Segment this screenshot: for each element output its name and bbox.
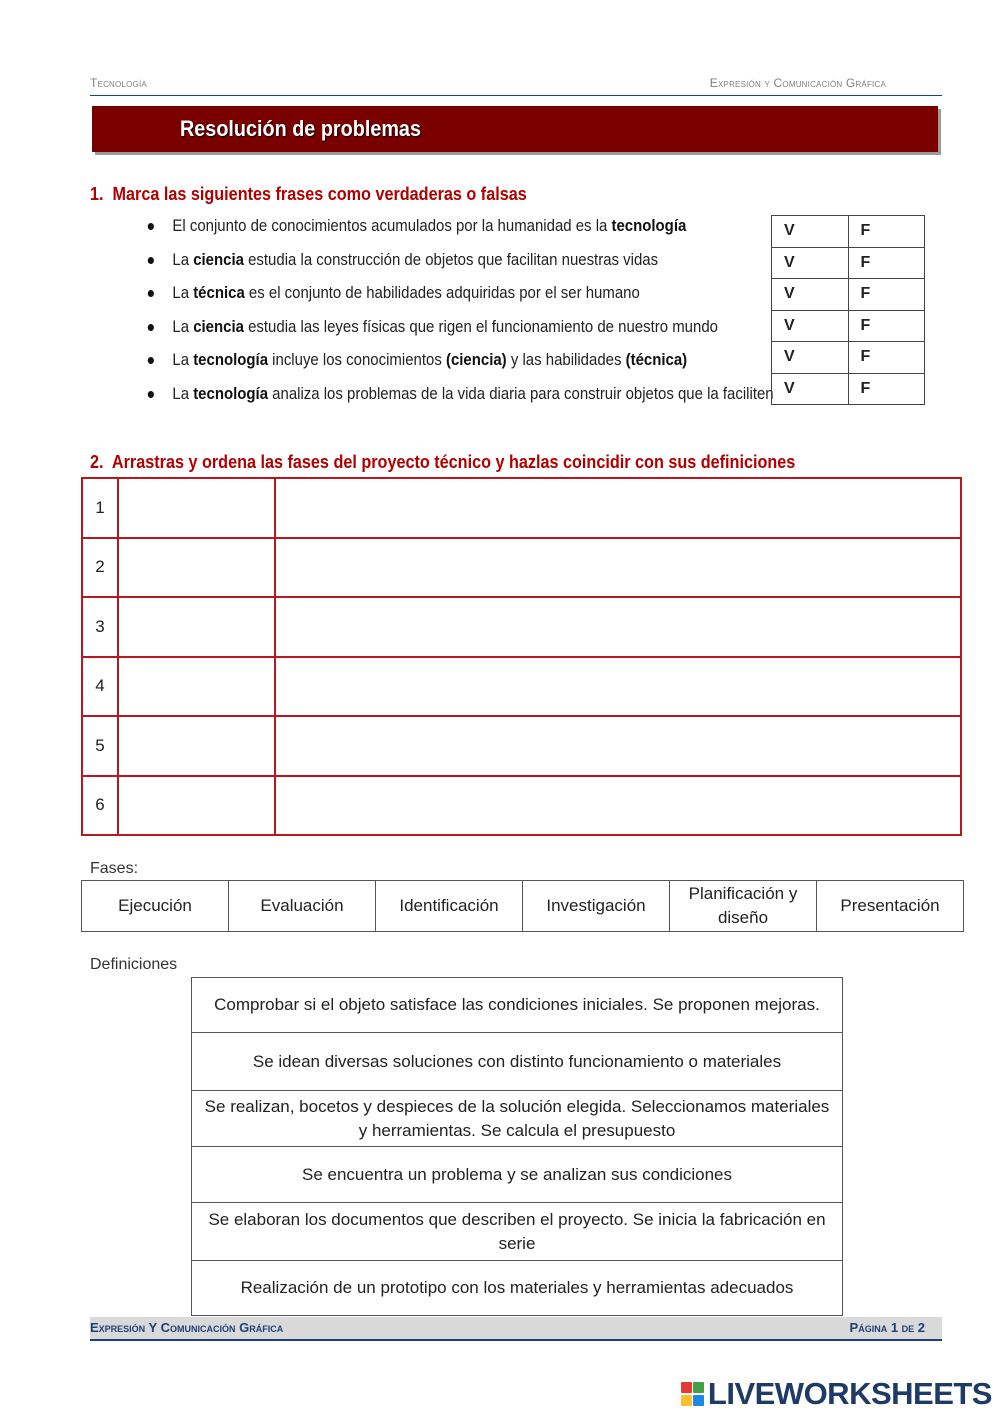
question-1-heading (90, 184, 527, 205)
statement-keyword: (ciencia) (445, 350, 507, 369)
definition-drop-zone[interactable] (275, 776, 961, 836)
header-course: Expresión y Comunicación Gráfica (709, 76, 886, 90)
statement-list (146, 212, 774, 413)
brand-icon-square (681, 1395, 692, 1406)
phase-drop-zone[interactable] (118, 776, 275, 836)
definition-card[interactable]: Se idean diversas soluciones con distinto funcionamiento o materiales (192, 1033, 843, 1091)
statement-text: estudia las leyes físicas que rigen el funcionamiento de nuestro mundo (243, 316, 718, 336)
true-false-row (772, 310, 925, 342)
ordering-row (82, 538, 961, 598)
ordering-row (82, 478, 961, 538)
phase-card[interactable]: Investigación (523, 881, 670, 932)
false-option[interactable]: F (848, 310, 925, 342)
phase-card[interactable]: Evaluación (229, 881, 376, 932)
statement-text: La (172, 283, 194, 302)
ordering-row (82, 716, 961, 776)
brand-text: LIVEWORKSHEETS (707, 1376, 992, 1411)
false-option[interactable]: F (848, 216, 925, 248)
definitions-label: Definiciones (90, 956, 178, 973)
footer-page-number: Página 1 de 2 (849, 1320, 925, 1335)
definition-card[interactable]: Se encuentra un problema y se analizan sus condiciones (192, 1147, 843, 1203)
brand-icon-square (693, 1395, 704, 1406)
true-false-row (772, 342, 925, 374)
statement-keyword: técnica (193, 283, 245, 302)
statement-text: La (172, 350, 194, 369)
definition-row (192, 1203, 843, 1261)
liveworksheets-icon (681, 1382, 705, 1406)
phase-card[interactable]: Planificación y diseño (670, 881, 817, 932)
definition-card[interactable]: Se elaboran los documentos que describen el proyecto. Se inicia la fabricación en serie (192, 1203, 843, 1261)
false-option[interactable]: F (848, 373, 925, 405)
header-subject: Tecnología (90, 76, 147, 90)
phase-drop-zone[interactable] (118, 538, 275, 598)
statement-text: es el conjunto de habilidades adquiridas por el ser humano (244, 283, 640, 302)
statement-text: La (172, 249, 194, 269)
row-number: 3 (82, 597, 118, 657)
true-false-grid (771, 215, 925, 405)
definition-row (192, 978, 843, 1033)
true-false-row (772, 279, 925, 311)
definition-drop-zone[interactable] (275, 538, 961, 598)
statement-item (146, 279, 780, 307)
definition-drop-zone[interactable] (275, 716, 961, 776)
definition-row (192, 1033, 843, 1091)
true-option[interactable]: V (772, 216, 849, 248)
phases-label: Fases: (90, 860, 139, 877)
statement-text: La (172, 383, 194, 403)
ordering-row (82, 776, 961, 836)
brand-logo[interactable] (681, 1374, 992, 1414)
statement-text: estudia la construcción de objetos que facilitan nuestras vidas (243, 249, 659, 269)
row-number: 2 (82, 538, 118, 598)
ordering-table (81, 477, 962, 836)
statement-keyword: ciencia (193, 249, 244, 269)
definition-row (192, 1261, 843, 1316)
phase-drop-zone[interactable] (118, 478, 275, 538)
question-1-number: 1. (90, 184, 104, 204)
statement-text: analiza los problemas de la vida diaria para construir objetos que la faciliten (268, 383, 774, 403)
true-option[interactable]: V (772, 247, 849, 279)
statement-keyword: tecnología (193, 350, 269, 369)
definition-drop-zone[interactable] (275, 657, 961, 717)
phase-card[interactable]: Ejecución (82, 881, 229, 932)
false-option[interactable]: F (848, 247, 925, 279)
true-option[interactable]: V (772, 310, 849, 342)
definition-drop-zone[interactable] (275, 478, 961, 538)
brand-icon-square (681, 1382, 692, 1393)
row-number: 6 (82, 776, 118, 836)
definition-drop-zone[interactable] (275, 597, 961, 657)
definitions-bank (191, 977, 843, 1316)
question-2-text: Arrastras y ordena las fases del proyecto técnico y hazlas coincidir con sus definiciones (111, 452, 796, 472)
statement-item (146, 380, 780, 408)
true-false-row (772, 373, 925, 405)
question-2-heading (90, 452, 795, 473)
ordering-row (82, 657, 961, 717)
phase-drop-zone[interactable] (118, 597, 275, 657)
true-option[interactable]: V (772, 279, 849, 311)
definition-row (192, 1147, 843, 1203)
question-1-text: Marca las siguientes frases como verdaderas o falsas (112, 184, 527, 204)
statement-item (146, 313, 780, 341)
statement-item (146, 346, 780, 374)
true-false-row (772, 247, 925, 279)
true-false-row (772, 216, 925, 248)
phase-card[interactable]: Presentación (817, 881, 964, 932)
statement-keyword: tecnología (611, 216, 687, 235)
statement-keyword: (técnica) (625, 350, 688, 369)
definition-card[interactable]: Comprobar si el objeto satisface las condiciones iniciales. Se proponen mejoras. (192, 978, 843, 1033)
statement-keyword: tecnología (193, 383, 269, 403)
definition-card[interactable]: Realización de un prototipo con los materiales y herramientas adecuados (192, 1261, 843, 1316)
phases-bank (81, 880, 964, 932)
footer-course: Expresión Y Comunicación Gráfica (90, 1320, 284, 1335)
true-option[interactable]: V (772, 373, 849, 405)
brand-icon-square (693, 1382, 704, 1393)
statement-keyword: ciencia (193, 316, 244, 336)
row-number: 5 (82, 716, 118, 776)
true-option[interactable]: V (772, 342, 849, 374)
statement-text: y las habilidades (506, 350, 626, 369)
page-title: Resolución de problemas (180, 116, 421, 141)
statement-text: incluye los conocimientos (268, 350, 446, 369)
question-2-number: 2. (90, 452, 104, 472)
statement-text: El conjunto de conocimientos acumulados por la humanidad es la (172, 216, 612, 235)
statement-item (146, 246, 780, 274)
statement-text: La (172, 316, 194, 336)
false-option[interactable]: F (848, 279, 925, 311)
phase-drop-zone[interactable] (118, 716, 275, 776)
header-rule (90, 95, 942, 96)
false-option[interactable]: F (848, 342, 925, 374)
definition-row (192, 1091, 843, 1147)
row-number: 1 (82, 478, 118, 538)
phase-drop-zone[interactable] (118, 657, 275, 717)
ordering-row (82, 597, 961, 657)
statement-item (146, 212, 780, 240)
definition-card[interactable]: Se realizan, bocetos y despieces de la solución elegida. Seleccionamos materiales y herramientas. Se calcula el presupuesto (192, 1091, 843, 1147)
phase-card[interactable]: Identificación (376, 881, 523, 932)
row-number: 4 (82, 657, 118, 717)
